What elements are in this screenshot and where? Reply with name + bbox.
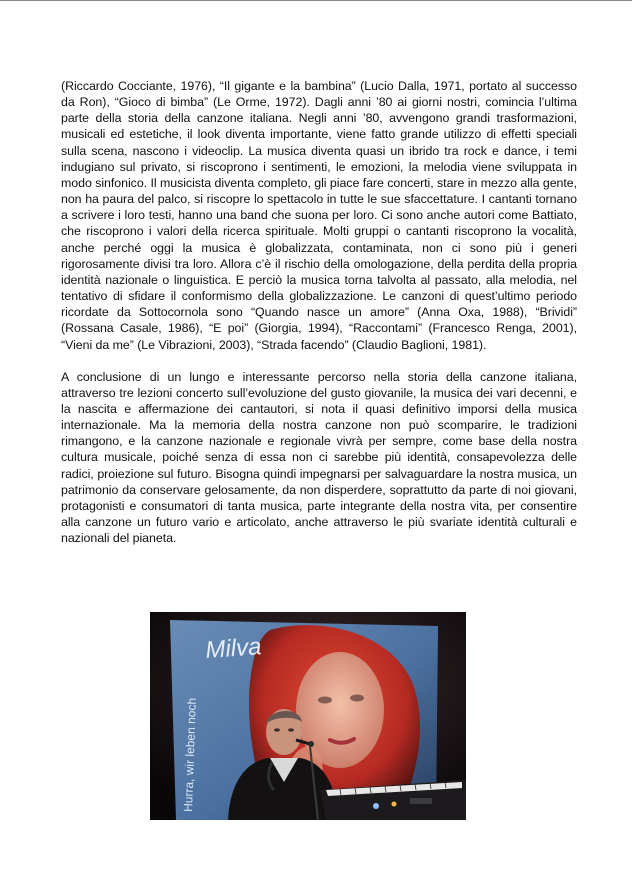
poster-subtitle: Hurra, wir leben noch bbox=[181, 697, 199, 813]
page-top-rule bbox=[0, 0, 632, 1]
paragraph-1: (Riccardo Cocciante, 1976), “Il gigante e la bambina” (Lucio Dalla, 1971, portato al successo da Ron), “Gioco di bimba” (Le Orme, 1972). Dagli anni ’80 ai giorni nostri, comincia l’ultima parte della storia della canzone italiana. Negli anni ’80, avvengono grandi trasformazioni, musicali ed estetiche, il look diventa importante, viene fatto grande utilizzo di effetti speciali sulla scena, nascono i videoclip. La musica diventa quasi un ibrido tra rock e dance, i temi indugiano sul privato, si riscoprono i sentimenti, le emozioni, la melodia viene sviluppata in modo sinfonico. Il musicista diventa completo, gli piace fare concerti, stare in mezzo alla gente, non ha paura del palco, si riscopre lo spettacolo in tutte le sue sfaccettature. I cantanti tornano a scrivere i loro testi, hanno una band che suona per loro. Ci sono anche autori come Battiato, che riscoprono i valori della ricerca spirituale. Molti gruppi o cantanti riscoprono la vocalità, anche perché oggi la musica è globalizzata, contaminata, non ci sono più i generi rigorosamente divisi tra loro. Allora c’è il rischio della omologazione, della perdita della propria identità nazionale o linguistica. E perciò la musica torna talvolta al passato, alla melodia, nel tentativo di sfidare il conformismo della globalizzazione. Le canzoni di quest’ultimo periodo ricordate da Sottocornola sono “Quando nasce un amore” (Anna Oxa, 1988), “Brividi” (Rossana Casale, 1986), “E poi” (Giorgia, 1994), “Raccontami” (Francesco Renga, 2001), “Vieni da me” (Le Vibrazioni, 2003), “Strada facendo” (Claudio Baglioni, 1981). bbox=[61, 79, 577, 352]
paragraph-2: A conclusione di un lungo e interessante percorso nella storia della canzone italiana, attraverso tre lezioni concerto sull’evoluzione del gusto giovanile, la musica dei vari decenni, e la nascita e affermazione dei cantautori, si nota il quasi definitivo imporsi della musica internazionale. Ma la memoria della nostra canzone non può scomparire, le tradizioni rimangono, e la canzone nazionale e regionale vivrà per sempre, come base della nostra cultura musicale, poiché senza di essa non ci sarebbe più identità, consapevolezza delle radici, proiezione sul futuro. Bisogna quindi impegnarsi per salvaguardare la nostra musica, un patrimonio da conservare gelosamente, da non disperdere, soprattutto da parte di noi giovani, protagonisti e consumatori di tanta musica, parte integrante della nostra vita, per consentire alla canzone un futuro vario e articolato, anche attraverso le più svariate identità culturali e nazionali del pianeta. bbox=[61, 369, 577, 546]
document-body bbox=[61, 78, 577, 546]
poster-title: Milva bbox=[204, 633, 263, 664]
concert-photo bbox=[150, 612, 466, 820]
concert-photo-illustration bbox=[150, 612, 466, 820]
